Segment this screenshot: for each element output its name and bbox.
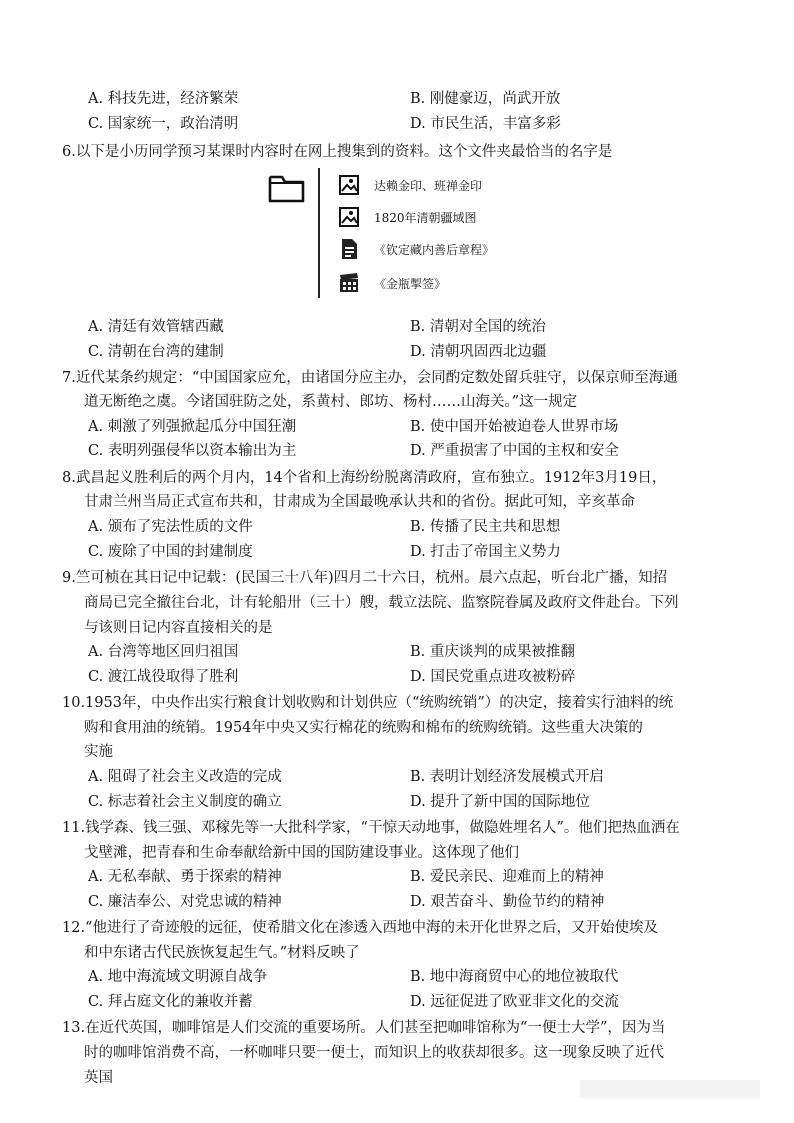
folder-icon <box>268 172 306 204</box>
file-name: 达赖金印、班禅金印 <box>374 178 483 193</box>
q10-option-b: B. 表明计划经济发展模式开启 <box>410 769 604 785</box>
q9-stem-line1: 9.竺可桢在其日记中记载：(民国三十八年)四月二十六日，杭州。晨六点起，听台北广播，知招 <box>62 570 668 586</box>
image-icon <box>338 174 360 196</box>
q5-option-a: A. 科技先进，经济繁荣 <box>88 91 239 107</box>
q6-option-c: C. 清朝在台湾的建制 <box>88 344 224 360</box>
q12-option-b: B. 地中海商贸中心的地位被取代 <box>410 969 619 985</box>
video-icon <box>338 272 360 294</box>
q7-option-c: C. 表明列强侵华以资本输出为主 <box>88 443 297 459</box>
q5-option-d: D. 市民生活，丰富多彩 <box>410 116 561 132</box>
q10-option-a: A. 阻碍了社会主义改造的完成 <box>88 769 282 785</box>
q7-option-d: D. 严重损害了中国的主权和安全 <box>410 443 619 459</box>
q13-stem-line1: 13.在近代英国，咖啡馆是人们交流的重要场所。人们甚至把咖啡馆称为“一便士大学”，因为当 <box>62 1020 666 1036</box>
q6-option-d: D. 清朝巩固西北边疆 <box>410 344 547 360</box>
q7-option-a: A. 刺激了列强掀起瓜分中国狂潮 <box>88 419 297 435</box>
q12-stem-line1: 12.“他进行了奇迹般的远征，使希腊文化在渗透入西地中海的未开化世界之后，又开始使埃及 <box>62 920 658 936</box>
q11-option-a: A. 无私奉献、勇于探索的精神 <box>88 869 282 885</box>
q8-option-a: A. 颁布了宪法性质的文件 <box>88 519 253 535</box>
q9-option-b: B. 重庆谈判的成果被推翻 <box>410 644 575 660</box>
divider-line <box>318 168 320 298</box>
q11-option-c: C. 廉洁奉公、对党忠诚的精神 <box>88 894 282 910</box>
q9-stem-line3: 与该则日记内容直接相关的是 <box>84 620 273 636</box>
q8-option-c: C. 废除了中国的封建制度 <box>88 544 253 560</box>
file-item <box>338 172 482 198</box>
file-item <box>338 204 477 230</box>
q8-option-d: D. 打击了帝国主义势力 <box>410 544 561 560</box>
q8-stem-line2: 甘肃兰州当局正式宣布共和，甘肃成为全国最晚承认共和的省份。据此可知，辛亥革命 <box>84 494 635 510</box>
q12-stem-line2: 和中东诸古代民族恢复起生气。”材料反映了 <box>84 945 360 961</box>
file-item <box>338 270 446 296</box>
q9-stem-line2: 商局已完全撤往台北，计有轮船卅（三十）艘，载立法院、监察院眷属及政府文件赴台。下列 <box>84 595 679 611</box>
q11-option-d: D. 艰苦奋斗、勤俭节约的精神 <box>410 894 605 910</box>
q12-option-c: C. 拜占庭文化的兼收并蓄 <box>88 994 253 1010</box>
file-name: 《钦定藏内善后章程》 <box>374 242 495 257</box>
q8-stem-line1: 8.武昌起义胜利后的两个月内，14个省和上海纷纷脱离清政府，宣布独立。1912年3月19日， <box>62 470 667 486</box>
q9-option-a: A. 台湾等地区回归祖国 <box>88 644 239 660</box>
q7-option-b: B. 使中国开始被迫卷人世界市场 <box>410 419 619 435</box>
q11-stem-line1: 11.钱学森、钱三强、邓稼先等一大批科学家，“干惊天动地事，做隐姓埋名人”。他们把热血洒在 <box>62 820 680 836</box>
q6-stem: 6.以下是小历同学预习某课时内容时在网上搜集到的资料。这个文件夹最恰当的名字是 <box>62 144 613 160</box>
q13-stem-line2: 时的咖啡馆消费不高，一杯咖啡只要一便士，而知识上的收获却很多。这一现象反映了近代 <box>84 1045 664 1061</box>
q8-option-b: B. 传播了民主共和思想 <box>410 519 561 535</box>
q13-stem-line3: 英国 <box>84 1070 113 1086</box>
file-name: 1820年清朝疆域图 <box>374 210 477 225</box>
q9-option-c: C. 渡江战役取得了胜利 <box>88 669 239 685</box>
q10-option-c: C. 标志着社会主义制度的确立 <box>88 794 282 810</box>
image-icon <box>338 206 360 228</box>
q10-option-d: D. 提升了新中国的国际地位 <box>410 794 590 810</box>
q6-option-b: B. 清朝对全国的统治 <box>410 319 546 335</box>
q6-option-a: A. 清廷有效管辖西藏 <box>88 319 224 335</box>
q10-stem-line2: 购和食用油的统销。1954年中央又实行棉花的统购和棉布的统购统销。这些重大决策的 <box>84 720 643 736</box>
q12-option-d: D. 远征促进了欧亚非文化的交流 <box>410 994 619 1010</box>
q5-option-c: C. 国家统一，政治清明 <box>88 116 239 132</box>
q10-stem-line3: 实施 <box>84 744 113 760</box>
q7-stem-line1: 7.近代某条约规定：“中国国家应允，由诸国分应主办，会同酌定数处留兵驻守，以保京师至海通 <box>62 370 678 386</box>
q5-option-b: B. 刚健豪迈，尚武开放 <box>410 91 561 107</box>
q11-stem-line2: 戈壁滩，把青春和生命奉献给新中国的国防建设事业。这体现了他们 <box>84 845 519 861</box>
file-name: 《金瓶掣签》 <box>374 276 447 291</box>
q12-option-a: A. 地中海流域文明源自战争 <box>88 969 268 985</box>
q11-option-b: B. 爱民亲民、迎难而上的精神 <box>410 869 604 885</box>
file-item <box>338 236 494 262</box>
q9-option-d: D. 国民党重点进攻被粉碎 <box>410 669 576 685</box>
q7-stem-line2: 道无断绝之虞。今诸国驻防之处，系黄村、郎坊、杨村……山海关。”这一规定 <box>84 394 578 410</box>
q10-stem-line1: 10.1953年，中央作出实行粮食计划收购和计划供应（“统购统销”）的决定，接着实行油料的统 <box>62 695 674 711</box>
scan-watermark-patch <box>580 1080 760 1098</box>
document-icon <box>338 238 360 260</box>
